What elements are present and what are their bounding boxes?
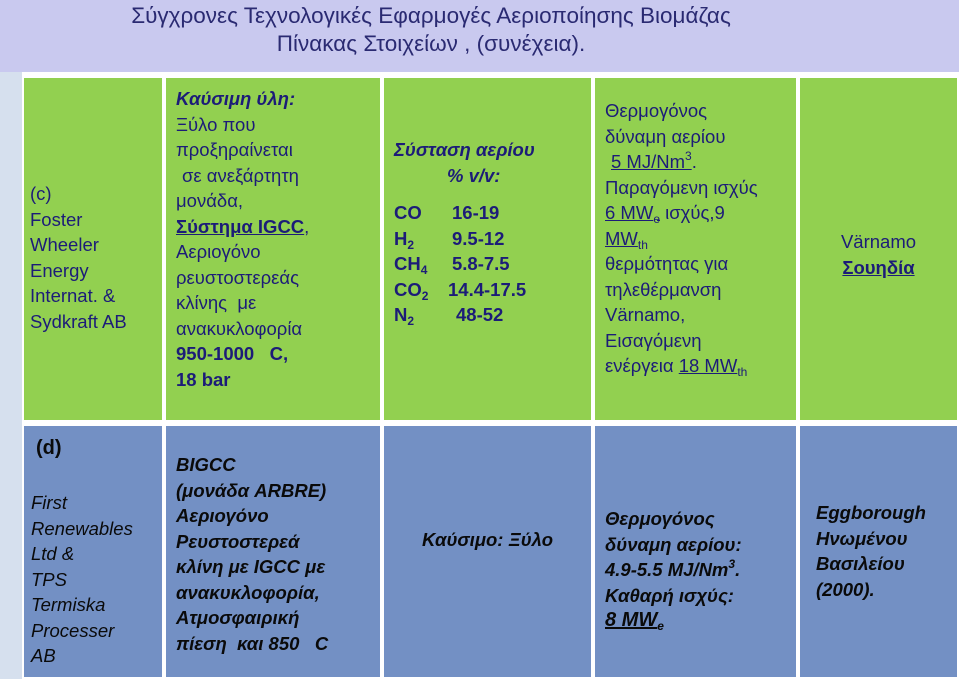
technology-line: κλίνη με IGCC με	[176, 556, 326, 577]
output-line: θερμότητας για	[605, 253, 729, 274]
title-band	[0, 0, 959, 72]
technology-line: BIGCC	[176, 454, 236, 475]
developer-line: Energy	[30, 259, 89, 281]
gas-formula: CO	[394, 202, 422, 223]
output-line: Εισαγόμενη	[605, 329, 702, 351]
output-line: δύναμη αερίου	[605, 125, 726, 147]
technology-line: ανακυκλοφορία,	[176, 581, 320, 603]
technology-line: Ρευστοστερεά	[176, 530, 300, 552]
row2-developer-cell	[22, 424, 164, 679]
developer-line: Internat. &	[30, 285, 116, 306]
developer-line: Ltd &	[31, 543, 75, 564]
left-margin-strip	[0, 72, 22, 679]
developer-line: Wheeler	[30, 234, 99, 255]
output-line: Παραγόμενη ισχύς	[605, 176, 758, 198]
technology-line: Ξύλο που	[176, 113, 256, 135]
technology-line: Αεριογόνο	[176, 505, 269, 526]
row-label: (d)	[36, 437, 62, 459]
output-line: δύναμη αερίου:	[605, 533, 742, 555]
system-line	[176, 214, 309, 240]
electric-power-line: 6 $MW_e$ ισχύς,9	[605, 202, 725, 226]
pressure-line: 18 bar	[176, 368, 231, 390]
developer-line: Termiska	[31, 594, 106, 615]
gas-row: $H_2$ 9.5-12	[394, 227, 505, 252]
output-line: τηλεθέρμανση	[605, 278, 722, 300]
row1-output-cell	[593, 76, 798, 422]
system-suffix: ,	[304, 215, 310, 237]
location-line: Βασιλείου	[816, 553, 905, 574]
gas-formula: N	[394, 304, 408, 325]
location-country: Σουηδία	[842, 256, 915, 278]
location-line: (2000).	[816, 578, 875, 600]
output-line: Värnamo,	[605, 304, 686, 325]
page-title: Σύγχρονες Τεχνολογικές Εφαρμογές Αεριοποίησης Βιομάζας	[131, 3, 731, 28]
developer-line: Sydkraft AB	[30, 310, 127, 332]
output-line: Θερμογόνος	[605, 508, 715, 529]
developer-line: TPS	[31, 568, 67, 590]
technology-line: μονάδα,	[176, 190, 244, 211]
developer-line: First	[31, 492, 67, 513]
technology-line: Αεριογόνο	[176, 241, 261, 262]
gas-formula: H	[394, 227, 408, 249]
row2-composition-cell	[382, 424, 593, 679]
technology-line: κλίνης με	[176, 292, 257, 313]
developer-line: Processer	[31, 619, 115, 641]
output-line: Καθαρή ισχύς:	[605, 584, 734, 606]
technology-line: ανακυκλοφορία	[176, 317, 303, 339]
gas-row: $N_2$ 48-52	[394, 304, 504, 328]
net-power-line: 8 $MW_e$	[605, 609, 664, 633]
developer-line: AB	[31, 645, 56, 666]
thermal-power-line: $MW_{th}$	[605, 227, 648, 252]
location-line: Eggborough	[816, 502, 926, 523]
gas-value: 9.5-12	[452, 227, 505, 249]
gas-row	[394, 200, 535, 226]
gas-formula: CO	[394, 278, 422, 300]
gas-formula: CH	[394, 253, 421, 274]
technology-line: (μονάδα ARBRE)	[176, 479, 327, 501]
fuel-text: Καύσιμο: Ξύλο	[421, 529, 554, 550]
page-subtitle: Πίνακας Στοιχείων , (συνέχεια).	[276, 31, 586, 56]
gas-row: $CH_4$ 5.8-7.5	[394, 253, 510, 277]
temperature-line: 950-1000 C,	[176, 343, 289, 364]
gas-row: $CO_2$ 14.4-17.5	[394, 278, 527, 303]
gas-value: 16-19	[452, 202, 500, 223]
developer-line: Renewables	[31, 517, 133, 539]
gas-value: 48-52	[456, 304, 504, 325]
developer-line: Foster	[30, 208, 83, 230]
technology-line: σε ανεξάρτητη	[182, 164, 299, 186]
location-line: Ηνωμένου	[816, 527, 908, 549]
row1-location-cell	[798, 76, 959, 422]
row2-location-cell	[798, 424, 959, 679]
technology-line: προξηραίνεται	[176, 139, 293, 160]
composition-heading: Σύσταση αερίου	[394, 139, 535, 160]
row2-output-cell	[593, 424, 798, 679]
technology-line: ρευστοστερεάς	[176, 266, 299, 288]
location-city: Värnamo	[840, 231, 917, 252]
developer-line: (c)	[30, 183, 52, 204]
input-energy-line: ενέργεια 18 $MW_{th}$	[605, 355, 748, 379]
heating-value-line: 4.9-5.5 MJ/Nm$^3$.	[605, 557, 741, 580]
technology-line: πίεση και 850 C	[176, 632, 329, 654]
composition-unit: % v/v:	[447, 164, 501, 186]
row2-technology-cell	[164, 424, 382, 679]
gas-value: 5.8-7.5	[452, 253, 510, 274]
row1-composition-cell	[382, 76, 593, 422]
heating-value-line: 5 MJ/Nm$^3$.	[611, 149, 697, 172]
row1-developer-cell	[22, 76, 164, 422]
system-label: Σύστημα IGCC	[176, 215, 305, 237]
gas-value: 14.4-17.5	[448, 278, 527, 300]
technology-line: Ατμοσφαιρική	[176, 607, 300, 628]
fuel-heading: Καύσιμη ύλη:	[176, 88, 296, 109]
output-line: Θερμογόνος	[605, 100, 708, 121]
row1-technology-cell	[164, 76, 382, 422]
